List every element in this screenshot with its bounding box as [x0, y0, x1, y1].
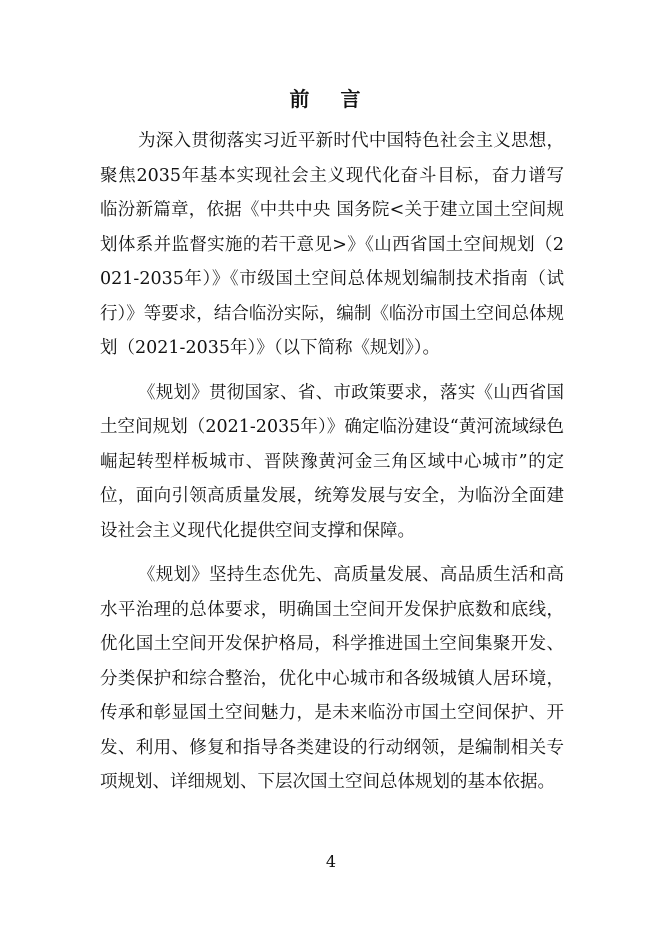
page-title: 前 言 [289, 87, 373, 111]
paragraph-1: 为深入贯彻落实习近平新时代中国特色社会主义思想，聚焦2035年基本实现社会主义现代化奋斗目标，奋力谱写临汾新篇章，依据《中共中央 国务院<关于建立国土空间规划体系并监督实施的若干意见>》《山西省国土空间规划（2021-2035年）》《市级国土空间总体规划编制技术指南（试行）》等要求，结合临汾实际，编制《临汾市国土空间总体规划（2021-2035年）》（以下简称《规划》）。 [100, 131, 564, 358]
paragraph-2: 《规划》贯彻国家、省、市政策要求，落实《山西省国土空间规划（2021-2035年）》确定临汾建设“黄河流域绿色崛起转型样板城市、晋陕豫黄河金三角区域中心城市”的定位，面向引领高质量发展，统筹发展与安全，为临汾全面建设社会主义现代化提供空间支撑和保障。 [100, 382, 564, 541]
paragraph-3: 《规划》坚持生态优先、高质量发展、高品质生活和高水平治理的总体要求，明确国土空间开发保护底数和底线，优化国土空间开发保护格局，科学推进国土空间集聚开发、分类保护和综合整治，优化中心城市和各级城镇人居环境，传承和彰显国土空间魅力，是未来临汾市国土空间保护、开发、利用、修复和指导各类建设的行动纲领，是编制相关专项规划、详细规划、下层次国土空间总体规划的基本依据。 [100, 565, 564, 792]
body-text [100, 124, 564, 810]
page-number: 4 [325, 852, 337, 871]
